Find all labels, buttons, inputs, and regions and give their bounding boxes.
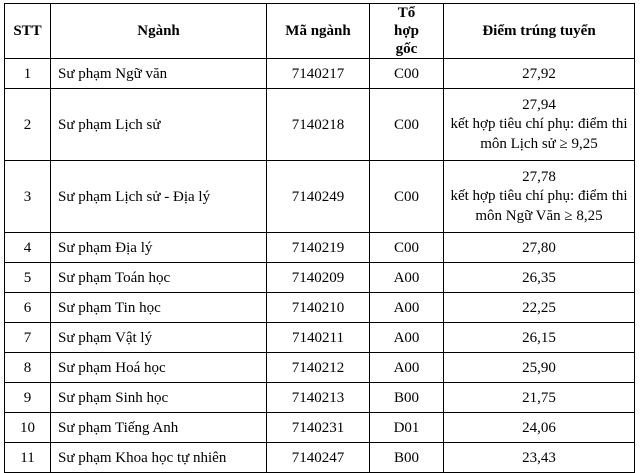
table-row: [5, 443, 635, 473]
table-row: [5, 353, 635, 383]
table-row: [5, 263, 635, 293]
cell-diem: [444, 383, 635, 413]
cell-stt: 11: [5, 443, 51, 473]
cell-ma-nganh: 7140247: [267, 443, 370, 473]
cell-diem: [444, 89, 635, 161]
table-row: [5, 323, 635, 353]
cell-nganh: Sư phạm Toán học: [51, 263, 267, 293]
cell-stt: 4: [5, 233, 51, 263]
cell-nganh: Sư phạm Khoa học tự nhiên: [51, 443, 267, 473]
cell-ma-nganh: 7140249: [267, 161, 370, 233]
cell-nganh: Sư phạm Tin học: [51, 293, 267, 323]
cell-stt: 10: [5, 413, 51, 443]
header-ma-nganh: Mã ngành: [267, 4, 370, 59]
table-header-row: [5, 4, 635, 59]
score-value: 21,75: [522, 389, 556, 406]
header-stt: STT: [5, 4, 51, 59]
table-row: [5, 383, 635, 413]
cell-nganh: Sư phạm Hoá học: [51, 353, 267, 383]
cell-nganh: Sư phạm Lịch sử: [51, 89, 267, 161]
cell-to-hop: C00: [370, 233, 444, 263]
cell-to-hop: A00: [370, 263, 444, 293]
table-row: [5, 89, 635, 161]
cell-nganh: Sư phạm Ngữ văn: [51, 59, 267, 89]
score-value: 27,78: [522, 168, 556, 185]
table-row: [5, 413, 635, 443]
cell-to-hop: B00: [370, 443, 444, 473]
cell-diem: [444, 413, 635, 443]
cell-nganh: Sư phạm Tiếng Anh: [51, 413, 267, 443]
cell-diem: [444, 59, 635, 89]
table-row: [5, 293, 635, 323]
cell-diem: [444, 233, 635, 263]
cell-ma-nganh: 7140211: [267, 323, 370, 353]
table-row: [5, 233, 635, 263]
score-value: 26,35: [522, 269, 556, 286]
cell-stt: 1: [5, 59, 51, 89]
cell-to-hop: C00: [370, 59, 444, 89]
cell-ma-nganh: 7140231: [267, 413, 370, 443]
cell-diem: [444, 293, 635, 323]
score-value: 26,15: [522, 329, 556, 346]
cell-ma-nganh: 7140219: [267, 233, 370, 263]
cell-to-hop: A00: [370, 323, 444, 353]
cell-stt: 8: [5, 353, 51, 383]
cell-diem: [444, 263, 635, 293]
cell-nganh: Sư phạm Vật lý: [51, 323, 267, 353]
cell-ma-nganh: 7140212: [267, 353, 370, 383]
header-nganh: Ngành: [51, 4, 267, 59]
cell-stt: 5: [5, 263, 51, 293]
cell-stt: 2: [5, 89, 51, 161]
cell-to-hop: A00: [370, 293, 444, 323]
score-note: kết hợp tiêu chí phụ: điểm thi môn Lịch sử ≥ 9,25: [450, 115, 628, 152]
cell-nganh: Sư phạm Lịch sử - Địa lý: [51, 161, 267, 233]
cell-stt: 9: [5, 383, 51, 413]
cell-diem: [444, 161, 635, 233]
header-diem-trung-tuyen: Điểm trúng tuyển: [444, 4, 635, 59]
header-to-hop-goc: Tổ hợp gốc: [370, 4, 444, 59]
cell-to-hop: C00: [370, 89, 444, 161]
cell-ma-nganh: 7140209: [267, 263, 370, 293]
cell-to-hop: C00: [370, 161, 444, 233]
table-row: [5, 59, 635, 89]
cell-ma-nganh: 7140213: [267, 383, 370, 413]
score-value: 22,25: [522, 299, 556, 316]
score-value: 23,43: [522, 449, 556, 466]
cell-nganh: Sư phạm Địa lý: [51, 233, 267, 263]
score-value: 27,80: [522, 239, 556, 256]
cell-diem: [444, 353, 635, 383]
cell-stt: 7: [5, 323, 51, 353]
cell-stt: 3: [5, 161, 51, 233]
score-value: 27,92: [522, 65, 556, 82]
cell-diem: [444, 443, 635, 473]
cell-ma-nganh: 7140217: [267, 59, 370, 89]
cell-ma-nganh: 7140218: [267, 89, 370, 161]
cell-to-hop: D01: [370, 413, 444, 443]
table-row: [5, 161, 635, 233]
cell-stt: 6: [5, 293, 51, 323]
cell-to-hop: B00: [370, 383, 444, 413]
score-value: 24,06: [522, 419, 556, 436]
cell-to-hop: A00: [370, 353, 444, 383]
admission-scores-table: [4, 3, 635, 473]
cell-ma-nganh: 7140210: [267, 293, 370, 323]
score-value: 25,90: [522, 359, 556, 376]
score-note: kết hợp tiêu chí phụ: điểm thi môn Ngữ Văn ≥ 8,25: [450, 187, 628, 224]
score-value: 27,94: [522, 96, 556, 113]
cell-diem: [444, 323, 635, 353]
cell-nganh: Sư phạm Sinh học: [51, 383, 267, 413]
